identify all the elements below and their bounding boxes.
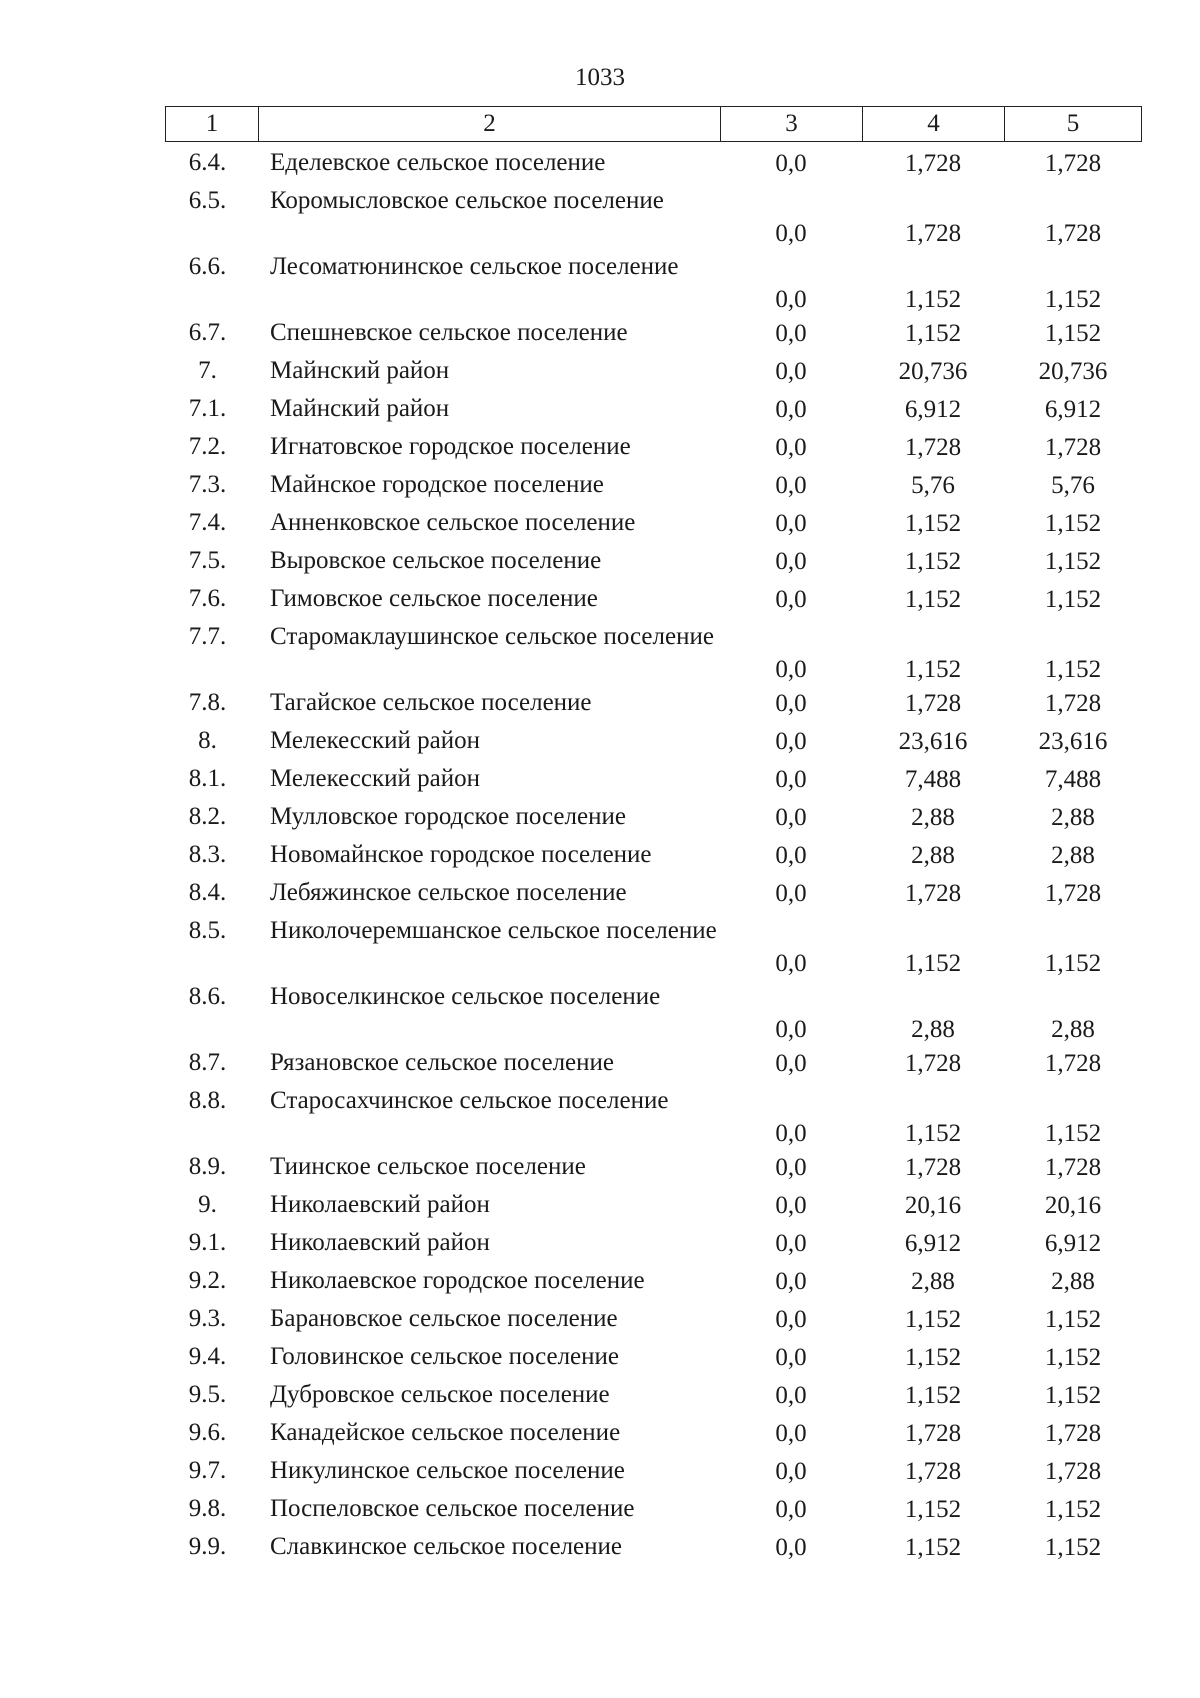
row-col5: 1,152 bbox=[1044, 1306, 1102, 1333]
row-name: Головинское сельское поселение bbox=[270, 1343, 620, 1370]
row-col4: 2,88 bbox=[911, 1016, 955, 1043]
row-col3: 0,0 bbox=[775, 1420, 807, 1447]
row-number: 8.2. bbox=[188, 803, 227, 830]
row-col3: 0,0 bbox=[775, 434, 807, 461]
row-number: 9.1. bbox=[188, 1229, 227, 1256]
row-col4: 1,152 bbox=[904, 1306, 962, 1333]
row-col5: 1,152 bbox=[1044, 320, 1102, 347]
row-col5: 1,152 bbox=[1044, 1120, 1102, 1147]
row-name: Канадейское сельское поселение bbox=[270, 1419, 621, 1446]
row-col5: 1,152 bbox=[1044, 950, 1102, 977]
row-col3: 0,0 bbox=[775, 1192, 807, 1219]
row-col4: 1,152 bbox=[904, 656, 962, 683]
row-col5: 1,152 bbox=[1044, 1534, 1102, 1561]
row-col4: 2,88 bbox=[911, 842, 955, 869]
row-col5: 1,152 bbox=[1044, 548, 1102, 575]
row-number: 7.8. bbox=[188, 689, 227, 716]
row-number: 7.7. bbox=[188, 623, 227, 650]
row-col3: 0,0 bbox=[775, 842, 807, 869]
row-col5: 1,728 bbox=[1044, 690, 1102, 717]
header-cell-1: 1 bbox=[166, 107, 259, 141]
row-number: 9.4. bbox=[188, 1343, 227, 1370]
row-name: Тагайское сельское поселение bbox=[270, 689, 592, 716]
row-col4: 5,76 bbox=[911, 472, 955, 499]
row-name: Новоселкинское сельское поселение bbox=[270, 983, 661, 1010]
row-name: Майнское городское поселение bbox=[270, 471, 604, 498]
row-col3: 0,0 bbox=[775, 358, 807, 385]
table-row bbox=[165, 1378, 1142, 1416]
row-col4: 20,16 bbox=[904, 1192, 962, 1219]
row-col4: 1,728 bbox=[904, 880, 962, 907]
row-col4: 1,728 bbox=[904, 1154, 962, 1181]
row-col4: 2,88 bbox=[911, 804, 955, 831]
row-col4: 1,152 bbox=[904, 286, 962, 313]
table-row bbox=[165, 980, 1142, 1046]
row-col3: 0,0 bbox=[775, 548, 807, 575]
row-number: 7.6. bbox=[188, 585, 227, 612]
row-col3: 0,0 bbox=[775, 150, 807, 177]
row-col3: 0,0 bbox=[775, 1496, 807, 1523]
row-col5: 1,152 bbox=[1044, 510, 1102, 537]
row-col5: 1,152 bbox=[1044, 1344, 1102, 1371]
row-number: 8.5. bbox=[188, 917, 227, 944]
row-name: Игнатовское городское поселение bbox=[270, 433, 631, 460]
row-number: 9.2. bbox=[188, 1267, 227, 1294]
table-row bbox=[165, 1530, 1142, 1568]
row-col3: 0,0 bbox=[775, 1120, 807, 1147]
row-col4: 1,152 bbox=[904, 1496, 962, 1523]
row-name: Николочеремшанское сельское поселение bbox=[270, 917, 717, 944]
table-row bbox=[165, 582, 1142, 620]
row-col5: 1,152 bbox=[1044, 586, 1102, 613]
row-col4: 1,728 bbox=[904, 1420, 962, 1447]
row-col4: 1,728 bbox=[904, 1050, 962, 1077]
table-row bbox=[165, 468, 1142, 506]
row-name: Выровское сельское поселение bbox=[270, 547, 602, 574]
table-row bbox=[165, 914, 1142, 980]
row-name: Лесоматюнинское сельское поселение bbox=[270, 253, 679, 280]
row-number: 7.1. bbox=[188, 395, 227, 422]
row-number: 6.6. bbox=[188, 253, 227, 280]
table-row bbox=[165, 1046, 1142, 1084]
row-name: Мелекесский район bbox=[270, 727, 481, 754]
row-col3: 0,0 bbox=[775, 766, 807, 793]
row-col5: 1,152 bbox=[1044, 286, 1102, 313]
row-number: 8.9. bbox=[188, 1153, 227, 1180]
row-col4: 1,728 bbox=[904, 1458, 962, 1485]
row-number: 8.4. bbox=[188, 879, 227, 906]
row-number: 9.7. bbox=[188, 1457, 227, 1484]
row-col5: 5,76 bbox=[1051, 472, 1095, 499]
row-number: 7.4. bbox=[188, 509, 227, 536]
row-col5: 1,728 bbox=[1044, 1050, 1102, 1077]
row-name: Старосахчинское сельское поселение bbox=[270, 1087, 669, 1114]
table-row bbox=[165, 1454, 1142, 1492]
row-col5: 23,616 bbox=[1038, 728, 1108, 755]
table-row bbox=[165, 354, 1142, 392]
row-name: Поспеловское сельское поселение bbox=[270, 1495, 635, 1522]
row-col3: 0,0 bbox=[775, 220, 807, 247]
row-col3: 0,0 bbox=[775, 728, 807, 755]
row-number: 8.1. bbox=[188, 765, 227, 792]
row-col5: 1,728 bbox=[1044, 150, 1102, 177]
row-col5: 2,88 bbox=[1051, 1268, 1095, 1295]
row-col5: 1,152 bbox=[1044, 656, 1102, 683]
table-row bbox=[165, 1302, 1142, 1340]
row-name: Николаевский район bbox=[270, 1191, 490, 1218]
row-col4: 23,616 bbox=[898, 728, 968, 755]
page-number: 1033 bbox=[575, 64, 625, 91]
row-name: Коромысловское сельское поселение bbox=[270, 187, 664, 214]
row-number: 6.4. bbox=[188, 149, 227, 176]
row-name: Славкинское сельское поселение bbox=[270, 1533, 623, 1560]
table-row bbox=[165, 1340, 1142, 1378]
row-name: Майнский район bbox=[270, 395, 450, 422]
table-header bbox=[165, 106, 1142, 142]
row-col3: 0,0 bbox=[775, 472, 807, 499]
row-number: 6.5. bbox=[188, 187, 227, 214]
row-name: Анненковское сельское поселение bbox=[270, 509, 636, 536]
row-col3: 0,0 bbox=[775, 1306, 807, 1333]
header-cell-5: 5 bbox=[1066, 110, 1080, 137]
row-number: 9.3. bbox=[188, 1305, 227, 1332]
row-col4: 1,152 bbox=[904, 548, 962, 575]
table-row bbox=[165, 1416, 1142, 1454]
row-col5: 1,728 bbox=[1044, 1154, 1102, 1181]
row-name: Старомаклаушинское сельское поселение bbox=[270, 623, 714, 650]
row-number: 7.3. bbox=[188, 471, 227, 498]
row-name: Мелекесский район bbox=[270, 765, 481, 792]
row-number: 9.9. bbox=[188, 1533, 227, 1560]
row-col3: 0,0 bbox=[775, 1458, 807, 1485]
row-col4: 1,152 bbox=[904, 1344, 962, 1371]
row-name: Рязановское сельское поселение bbox=[270, 1049, 615, 1076]
row-name: Гимовское сельское поселение bbox=[270, 585, 598, 612]
row-col3: 0,0 bbox=[775, 396, 807, 423]
row-col4: 1,152 bbox=[904, 1382, 962, 1409]
table-row bbox=[165, 1492, 1142, 1530]
row-col3: 0,0 bbox=[775, 804, 807, 831]
table-row bbox=[165, 620, 1142, 686]
row-col5: 20,16 bbox=[1044, 1192, 1102, 1219]
table-row bbox=[165, 1150, 1142, 1188]
row-name: Дубровское сельское поселение bbox=[270, 1381, 610, 1408]
header-cell-2: 2 bbox=[259, 107, 721, 141]
row-number: 8.7. bbox=[188, 1049, 227, 1076]
row-number: 7.2. bbox=[188, 433, 227, 460]
table-row bbox=[165, 184, 1142, 250]
table-row bbox=[165, 686, 1142, 724]
row-col5: 2,88 bbox=[1051, 804, 1095, 831]
row-col4: 6,912 bbox=[904, 1230, 962, 1257]
row-number: 8. bbox=[198, 727, 217, 754]
table-row bbox=[165, 146, 1142, 184]
header-cell-3: 3 bbox=[721, 107, 863, 141]
row-col5: 6,912 bbox=[1044, 1230, 1102, 1257]
row-name: Мулловское городское поселение bbox=[270, 803, 626, 830]
row-col4: 1,152 bbox=[904, 950, 962, 977]
row-col3: 0,0 bbox=[775, 1050, 807, 1077]
row-name: Майнский район bbox=[270, 357, 450, 384]
table-row bbox=[165, 1188, 1142, 1226]
row-col3: 0,0 bbox=[775, 1268, 807, 1295]
row-name: Никулинское сельское поселение bbox=[270, 1457, 625, 1484]
table-row bbox=[165, 1084, 1142, 1150]
row-col5: 2,88 bbox=[1051, 1016, 1095, 1043]
row-col3: 0,0 bbox=[775, 1344, 807, 1371]
row-col3: 0,0 bbox=[775, 1230, 807, 1257]
table-row bbox=[165, 1226, 1142, 1264]
row-col4: 1,152 bbox=[904, 1120, 962, 1147]
table-row bbox=[165, 762, 1142, 800]
row-number: 9.5. bbox=[188, 1381, 227, 1408]
row-col4: 1,152 bbox=[904, 1534, 962, 1561]
row-col5: 20,736 bbox=[1038, 358, 1108, 385]
table-row bbox=[165, 800, 1142, 838]
row-name: Еделевское сельское поселение bbox=[270, 149, 606, 176]
row-number: 9. bbox=[198, 1191, 217, 1218]
row-col5: 1,728 bbox=[1044, 880, 1102, 907]
row-col5: 1,152 bbox=[1044, 1382, 1102, 1409]
row-col5: 6,912 bbox=[1044, 396, 1102, 423]
row-name: Барановское сельское поселение bbox=[270, 1305, 618, 1332]
row-col5: 1,152 bbox=[1044, 1496, 1102, 1523]
table-row bbox=[165, 544, 1142, 582]
row-number: 9.8. bbox=[188, 1495, 227, 1522]
row-col3: 0,0 bbox=[775, 1154, 807, 1181]
row-number: 9.6. bbox=[188, 1419, 227, 1446]
table-body bbox=[165, 146, 1142, 1568]
row-col4: 20,736 bbox=[898, 358, 968, 385]
row-col4: 1,152 bbox=[904, 510, 962, 537]
table-row bbox=[165, 724, 1142, 762]
row-col5: 1,728 bbox=[1044, 434, 1102, 461]
table-row bbox=[165, 430, 1142, 468]
row-col4: 2,88 bbox=[911, 1268, 955, 1295]
row-col3: 0,0 bbox=[775, 320, 807, 347]
table-row bbox=[165, 250, 1142, 316]
row-col3: 0,0 bbox=[775, 880, 807, 907]
row-col4: 1,728 bbox=[904, 434, 962, 461]
row-name: Николаевское городское поселение bbox=[270, 1267, 645, 1294]
row-col5: 1,728 bbox=[1044, 220, 1102, 247]
row-name: Спешневское сельское поселение bbox=[270, 319, 628, 346]
row-name: Новомайнское городское поселение bbox=[270, 841, 652, 868]
row-number: 7. bbox=[198, 357, 217, 384]
row-number: 7.5. bbox=[188, 547, 227, 574]
row-col4: 1,152 bbox=[904, 320, 962, 347]
row-col4: 1,728 bbox=[904, 150, 962, 177]
row-col3: 0,0 bbox=[775, 1382, 807, 1409]
row-number: 8.8. bbox=[188, 1087, 227, 1114]
row-col3: 0,0 bbox=[775, 950, 807, 977]
table-row bbox=[165, 876, 1142, 914]
row-col4: 1,728 bbox=[904, 220, 962, 247]
row-col3: 0,0 bbox=[775, 286, 807, 313]
row-col3: 0,0 bbox=[775, 510, 807, 537]
row-col5: 2,88 bbox=[1051, 842, 1095, 869]
table-row bbox=[165, 1264, 1142, 1302]
row-col3: 0,0 bbox=[775, 1534, 807, 1561]
table-row bbox=[165, 506, 1142, 544]
row-number: 6.7. bbox=[188, 319, 227, 346]
row-col4: 6,912 bbox=[904, 396, 962, 423]
row-col3: 0,0 bbox=[775, 690, 807, 717]
row-col4: 1,152 bbox=[904, 586, 962, 613]
row-name: Николаевский район bbox=[270, 1229, 490, 1256]
table-row bbox=[165, 316, 1142, 354]
row-number: 8.3. bbox=[188, 841, 227, 868]
row-col5: 1,728 bbox=[1044, 1458, 1102, 1485]
row-col4: 7,488 bbox=[904, 766, 962, 793]
row-col3: 0,0 bbox=[775, 656, 807, 683]
header-cell-4: 4 bbox=[863, 107, 1005, 141]
row-number: 8.6. bbox=[188, 983, 227, 1010]
table-row bbox=[165, 838, 1142, 876]
row-name: Лебяжинское сельское поселение bbox=[270, 879, 627, 906]
table-row bbox=[165, 392, 1142, 430]
row-col3: 0,0 bbox=[775, 586, 807, 613]
row-col4: 1,728 bbox=[904, 690, 962, 717]
row-col5: 7,488 bbox=[1044, 766, 1102, 793]
row-name: Тиинское сельское поселение bbox=[270, 1153, 586, 1180]
row-col3: 0,0 bbox=[775, 1016, 807, 1043]
row-col5: 1,728 bbox=[1044, 1420, 1102, 1447]
